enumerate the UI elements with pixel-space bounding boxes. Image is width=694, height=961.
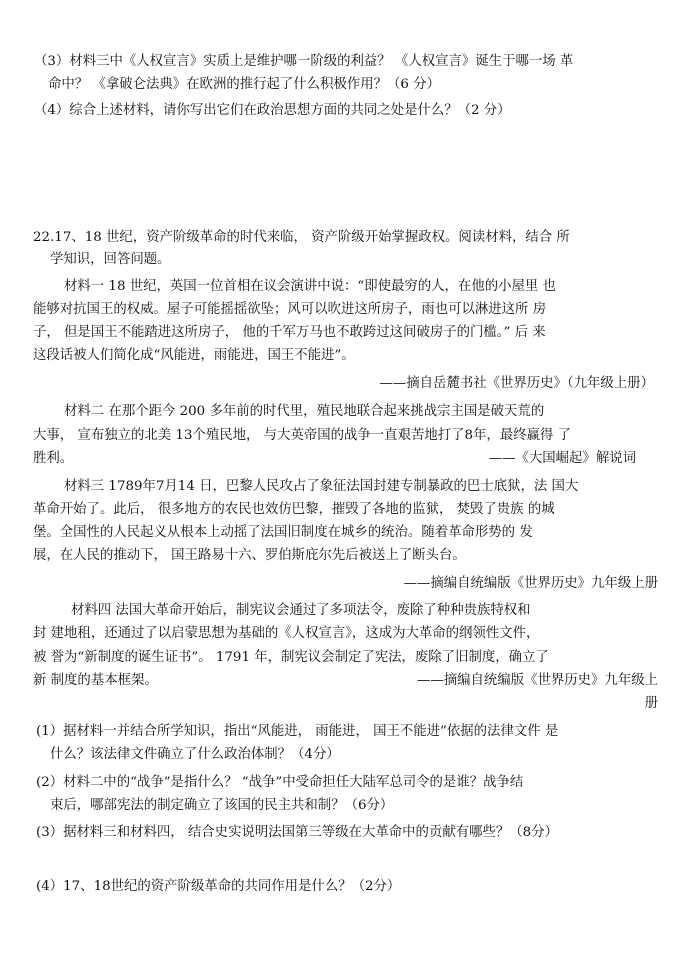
material3-line-3: 堡。全国性的人民起义从根本上动摇了法国旧制度在城乡的统治。随着革命形势的 发 <box>33 525 533 540</box>
q22-intro-line-1: 22.17、18 世纪，资产阶级革命的时代来临， 资产阶级开始掌握政权。阅读材料，结合 所 <box>33 230 570 245</box>
top-question-3-line-1: （3）材料三中《人权宣言》实质上是维护哪一阶级的利益？ 《人权宣言》诞生于哪一场 革 <box>34 54 574 69</box>
top-question-3-line-2: 命中？ 《拿破仑法典》在欧洲的推行起了什么积极作用？（6 分） <box>48 77 440 92</box>
material3-line-4: 展，在人民的推动下， 国王路易十六、罗伯斯庇尔先后被送上了断头台。 <box>33 548 466 563</box>
material2-line-3: 胜利。 <box>33 451 74 466</box>
material2-source: ——《大国崛起》解说词 <box>488 451 636 466</box>
sub-question-2-line-1: (2）材料二中的“战争”是指什么？ “战争”中受命担任大陆军总司令的是谁？战争结 <box>36 775 524 790</box>
sub-question-1-line-1: (1）据材料一并结合所学知识，指出“风能进， 雨能进， 国王不能进”依据的法律文件 是 <box>36 724 559 739</box>
material1-line-3: 子， 但是国王不能踏进这所房子， 他的千军万马也不敢跨过这间破房子的门槛。” 后 来 <box>33 325 546 340</box>
material2-line-1: 材料二 在那个距今 200 多年前的时代里，殖民地联合起来挑战宗主国是破天荒的 <box>64 404 545 419</box>
material3-line-2: 革命开始了。此后， 很多地方的农民也效仿巴黎，摧毁了各地的监狱， 焚毁了贵族 的城 <box>33 502 555 517</box>
material3-source: ——摘编自统编版《世界历史》九年级上册 <box>403 576 658 591</box>
sub-question-1-line-2: 什么？该法律文件确立了什么政治体制？（4分） <box>50 747 340 762</box>
sub-question-3: (3）据材料三和材料四， 结合史实说明法国第三等级在大革命中的贡献有哪些？（8分） <box>36 825 558 840</box>
material4-source-cont: 册 <box>644 696 658 711</box>
material4-line-2: 封 建地租，还通过了以启蒙思想为基础的《人权宣言》，这成为大革命的纲领性文件， <box>33 626 540 641</box>
material4-line-4: 新 制度的基本框架。 <box>33 673 158 688</box>
q22-intro-line-2: 学知识，回答问题。 <box>50 252 171 267</box>
material1-line-1: 材料一 18 世纪，英国一位首相在议会演讲中说：“即使最穷的人，在他的小屋里 也 <box>64 279 556 294</box>
material4-source: ——摘编自统编版《世界历史》九年级上 <box>416 673 658 688</box>
material2-line-2: 大事， 宣布独立的北美 13个殖民地， 与大英帝国的战争一直艰苦地打了8年，最终赢得 了 <box>33 428 572 443</box>
material1-source: ——摘自岳麓书社《世界历史》（九年级上册） <box>379 376 654 391</box>
material1-line-2: 能够对抗国王的权威。屋子可能摇摇欲坠；风可以吹进这所房子，雨也可以淋进这所 房 <box>33 302 547 317</box>
top-question-4: （4）综合上述材料，请你写出它们在政治思想方面的共同之处是什么？（2 分） <box>34 103 511 118</box>
material1-line-4: 这段话被人们简化成“风能进，雨能进，国王不能进”。 <box>33 348 355 363</box>
material3-line-1: 材料三 1789年7月14 日，巴黎人民攻占了象征法国封建专制暴政的巴士底狱，法 国大 <box>64 479 579 494</box>
material4-line-1: 材料四 法国大革命开始后，制宪议会通过了多项法令，废除了种种贵族特权和 <box>71 603 531 618</box>
sub-question-2-line-2: 束后，哪部宪法的制定确立了该国的民主共和制？（6分） <box>50 798 394 813</box>
material4-line-3: 被 誉为“新制度的诞生证书”。 1791 年，制宪议会制定了宪法，废除了旧制度，确立了 <box>33 650 549 665</box>
sub-question-4: (4）17、18世纪的资产阶级革命的共同作用是什么？（2分） <box>36 879 401 894</box>
